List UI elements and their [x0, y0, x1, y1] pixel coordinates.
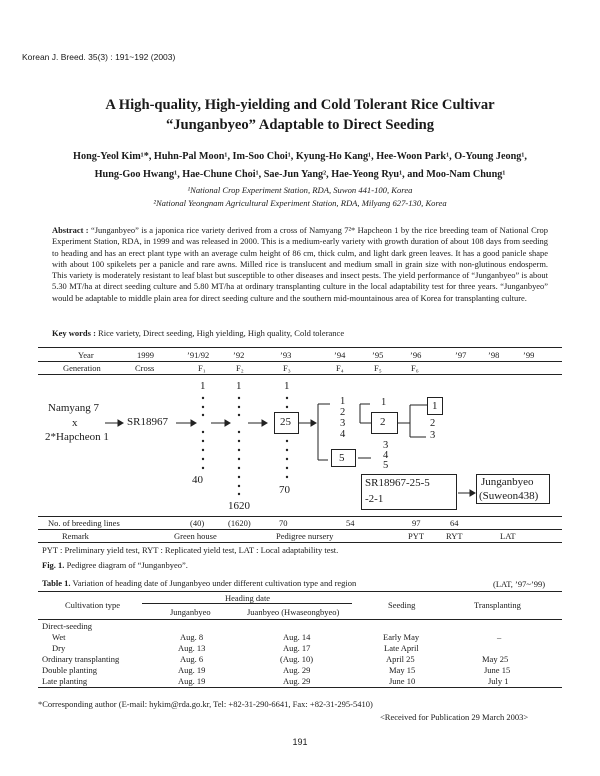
- abstract-text: “Junganbyeo” is a japonica rice variety derived from a cross of Namyang 7²* Hapcheon 1 by the rice breeding team of National Crop Experiment Station, RDA, in 1999 and was released in 2000. This is a medium-early variety with growth duration of about 108 days from seeding to heading and has an erect plant type with an average culm height of 86 cm, thick culm, and light dark green leaves. It has a good panicle shape with about 100 spikelets per a panicle and rare awns. Milled rice is translucent and medium small in grain size with non-glutinous endosperm. This variety is moderately resistant to leaf blast but susceptible to other diseases and insect pests. The yield performance of “Junganbyeo” is about 5.30 MT/ha at direct seeding culture and 5.80 MT/ha at ordinary transplanting culture in the local adaptability test for three years. “Junganbyeo” would be adaptable to middle plain area for direct seeding culture and the southern mid-mountainous area of Korea for transplanting culture.: [52, 225, 548, 303]
- line-box-2-label: 2: [380, 416, 386, 428]
- cross-symbol: x: [72, 417, 78, 429]
- gen-f3: F₃: [283, 363, 291, 373]
- table-caption-label: Table 1.: [42, 578, 71, 588]
- year-95: ’95: [372, 350, 384, 360]
- figure-caption: [42, 560, 188, 570]
- line-box-25: [274, 412, 299, 434]
- cell-type: Wet: [52, 632, 66, 642]
- generation-label: Generation: [63, 363, 101, 373]
- f6-item-2: 2: [430, 418, 436, 429]
- nbl-f2: (1620): [228, 518, 251, 528]
- year-98: ’98: [488, 350, 500, 360]
- cell-junganbyeo: Aug. 6: [180, 654, 204, 664]
- cell-type: Dry: [52, 643, 66, 653]
- f5-item-3: 3: [383, 440, 389, 451]
- n1620-label: 1620: [228, 500, 250, 512]
- cross-name: SR18967: [127, 416, 168, 428]
- paper-title-line-2: “Junganbyeo” Adaptable to Direct Seeding: [165, 117, 435, 133]
- cultivar-name: Junganbyeo: [481, 476, 534, 488]
- f6-item-3: 3: [430, 430, 436, 441]
- gen-f4: F₄: [336, 363, 344, 373]
- f4-item-4: 4: [340, 429, 346, 440]
- cell-seeding: June 10: [389, 676, 416, 686]
- th-seeding: Seeding: [388, 600, 416, 610]
- keywords-label: Key words :: [52, 328, 96, 338]
- remark-label: Remark: [62, 531, 89, 541]
- table-top-rule: [38, 591, 562, 592]
- cell-transplanting: –: [497, 632, 502, 642]
- paper-title-line-1: A High-quality, High-yielding and Cold Tolerant Rice Cultivar: [105, 97, 495, 113]
- cell-transplanting: July 1: [488, 676, 509, 686]
- figure-caption-label: Fig. 1.: [42, 560, 65, 570]
- cultivar-box: [476, 474, 550, 504]
- f4-item-3: 3: [340, 418, 346, 429]
- cell-type: Late planting: [42, 676, 88, 686]
- remark-lat: LAT: [500, 531, 516, 541]
- selected-line-name-1: SR18967-25-5: [365, 477, 430, 489]
- author-line-2: Hung-Goo Hwang¹, Hae-Chune Choi¹, Sae-Jun Yang², Hae-Yeong Ryu¹, and Moo-Nam Chung¹: [94, 169, 506, 180]
- cell-type: Ordinary transplanting: [42, 654, 120, 664]
- nbl-f4: 54: [346, 518, 355, 528]
- corresponding-author: *Corresponding author (E-mail: hykim@rda.go.kr, Tel: +82-31-290-6641, Fax: +82-31-295-5410): [38, 699, 373, 709]
- remark-ryt: RYT: [446, 531, 463, 541]
- remark-greenhouse: Green house: [174, 531, 217, 541]
- cell-junganbyeo: Aug. 19: [178, 676, 206, 686]
- table-heading-subrule: [142, 603, 352, 604]
- author-line-1: Hong-Yeol Kim¹*, Huhn-Pal Moon¹, Im-Soo Choi¹, Kyung-Ho Kang¹, Hee-Woon Park¹, O-Young Jeong¹,: [73, 151, 527, 162]
- selected-line-name-2: -2-1: [365, 493, 384, 505]
- n40-label: 40: [192, 474, 203, 486]
- cell-juanbyeo: Aug. 29: [283, 676, 311, 686]
- f2-count: 1: [236, 380, 242, 392]
- year-99: ’99: [523, 350, 535, 360]
- year-94: ’94: [334, 350, 346, 360]
- th-junganbyeo: Junganbyeo: [170, 607, 211, 617]
- year-92: ’92: [233, 350, 245, 360]
- f3-count: 1: [284, 380, 290, 392]
- year-91-92: ’91/92: [187, 350, 210, 360]
- nbl-97: 64: [450, 518, 459, 528]
- abstract-label: Abstract :: [52, 225, 89, 235]
- nbl-f6: 97: [412, 518, 421, 528]
- nbl-f1: (40): [190, 518, 205, 528]
- table-caption-text: Variation of heading date of Junganbyeo under different cultivation type and region: [72, 578, 357, 588]
- line-box-1: [427, 397, 443, 415]
- cell-juanbyeo: Aug. 17: [283, 643, 311, 653]
- cell-type: Double planting: [42, 665, 98, 675]
- f5-item-1: 1: [381, 397, 387, 408]
- f4-item-2: 2: [340, 407, 346, 418]
- year-93: ’93: [280, 350, 292, 360]
- table-caption: [42, 578, 356, 588]
- cell-seeding: Late April: [384, 643, 419, 653]
- f5-item-5: 5: [383, 460, 389, 471]
- affiliation-1: ¹National Crop Experiment Station, RDA, Suwon 441-100, Korea: [187, 185, 413, 195]
- affiliation-2: ²National Yeongnam Agricultural Experiment Station, RDA, Milyang 627-130, Korea: [153, 197, 447, 208]
- line-box-1-label: 1: [432, 400, 438, 412]
- journal-citation: Korean J. Breed. 35(3) : 191~192 (2003): [22, 52, 176, 62]
- f1-count: 1: [200, 380, 206, 392]
- th-juanbyeo: Juanbyeo (Hwaseongbyeo): [247, 607, 340, 617]
- remark-pedigree: Pedigree nursery: [276, 531, 334, 541]
- year-97: ’97: [455, 350, 467, 360]
- selected-line-box: [361, 474, 457, 510]
- gen-f6: F₆: [411, 363, 419, 373]
- f4-item-1: 1: [340, 396, 346, 407]
- figure-caption-text: Pedigree diagram of “Junganbyeo”.: [66, 560, 188, 570]
- table-bottom-rule: [38, 687, 562, 688]
- cell-junganbyeo: Aug. 19: [178, 665, 206, 675]
- th-heading-date: Heading date: [225, 593, 271, 603]
- nbl-f3: 70: [279, 518, 288, 528]
- n70-label: 70: [279, 484, 290, 496]
- year-1999: 1999: [137, 350, 154, 360]
- page-number: 191: [292, 737, 308, 747]
- keywords-text: Rice variety, Direct seeding, High yielding, High quality, Cold tolerance: [98, 328, 345, 338]
- line-box-2: [371, 412, 398, 434]
- gen-f1: F₁: [198, 363, 206, 373]
- gen-f5: F₅: [374, 363, 382, 373]
- cell-transplanting: May 25: [482, 654, 509, 664]
- cultivar-code: (Suweon438): [479, 490, 539, 502]
- cell-juanbyeo: Aug. 29: [283, 665, 311, 675]
- year-96: ’96: [410, 350, 422, 360]
- cell-juanbyeo: Aug. 14: [283, 632, 311, 642]
- th-cultivation-type: Cultivation type: [65, 600, 121, 610]
- line-box-5: [331, 449, 356, 467]
- cell-seeding: May 15: [389, 665, 416, 675]
- cell-junganbyeo: Aug. 8: [180, 632, 204, 642]
- cell-juanbyeo: (Aug. 10): [280, 654, 314, 664]
- line-box-25-label: 25: [280, 416, 291, 428]
- parent-2: 2*Hapcheon 1: [45, 431, 109, 443]
- cell-seeding: Early May: [383, 632, 420, 642]
- table-caption-note: (LAT, ’97~’99): [493, 579, 546, 589]
- year-label: Year: [78, 350, 94, 360]
- parent-1: Namyang 7: [48, 402, 100, 414]
- table-header-rule: [38, 619, 562, 620]
- th-transplanting: Transplanting: [474, 600, 521, 610]
- cell-junganbyeo: Aug. 13: [178, 643, 206, 653]
- cell-transplanting: June 15: [484, 665, 511, 675]
- received-date: <Received for Publication 29 March 2003>: [380, 712, 529, 722]
- line-box-5-label: 5: [339, 452, 345, 464]
- f5-item-4: 4: [383, 450, 389, 461]
- fig-abbreviations: PYT : Preliminary yield test, RYT : Replicated yield test, LAT : Local adaptability test.: [42, 545, 339, 555]
- nbl-label: No. of breeding lines: [48, 518, 120, 528]
- gen-cross: Cross: [135, 363, 155, 373]
- remark-pyt: PYT: [408, 531, 425, 541]
- gen-f2: F₂: [236, 363, 244, 373]
- cell-seeding: April 25: [386, 654, 415, 664]
- cell-type: Direct-seeding: [42, 621, 93, 631]
